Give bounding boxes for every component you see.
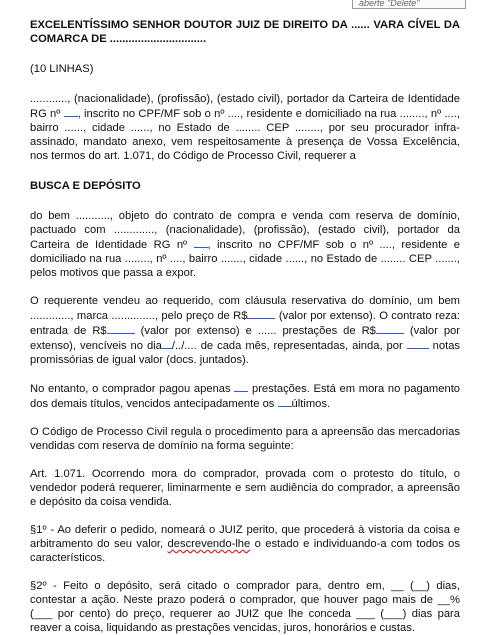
paragraph-default: No entanto, o comprador pagou apenas prestações. Está em mora no pagamento dos demais títulos, vencidos antecipadamente os últimos. <box>30 383 461 410</box>
blank-field[interactable] <box>162 338 172 349</box>
blank-field[interactable] <box>247 308 275 319</box>
tooltip: aberte "Delete" <box>352 0 466 9</box>
blank-field[interactable] <box>278 396 292 407</box>
blank-field[interactable] <box>376 323 404 334</box>
section-title: BUSCA E DEPÓSITO <box>30 180 141 192</box>
paragraph-contract: do bem ..........., objeto do contrato de compra e venda com reserva de domínio, pactuado com ............., (nacionalidade), (profissão), (estado civil), portador da Carteira de Identidade RG nº , inscrito no CPF/MF sob o nº ...., residente e domiciliado na rua ........, nº ...., bairro ......., cidade ......, no Estado de ........ CEP ......., pelos motivos que passa a expor. <box>30 210 461 279</box>
blank-field[interactable] <box>194 237 208 248</box>
document-body <box>30 18 460 635</box>
document-heading: EXCELENTÍSSIMO SENHOR DOUTOR JUIZ DE DIREITO DA ...... VARA CÍVEL DA COMARCA DE ............................... <box>30 19 460 45</box>
paragraph-section-2: §2º - Feito o depósito, será citado o comprador para, dentro em, __ (__) dias, contestar a ação. Neste prazo poderá o comprador, que houver pago mais de __% (___ por cento) do preço, requerer ao JUIZ que lhe conceda ___ (___) dias para reaver a coisa, liquidando as prestações vencidas, juros, honorários e custas. <box>30 580 460 634</box>
lines-note: (10 LINHAS) <box>30 63 94 75</box>
blank-field[interactable] <box>407 338 429 349</box>
paragraph-qualification: ............, (nacionalidade), (profissão), (estado civil), portador da Carteira de Identidade RG nº , inscrito no CPF/MF sob o nº ...., residente e domiciliado na rua ........, nº ...., bairro ......, cidade ......, no Estado de ........ CEP ........, por seu procurador infra-assinado, mandato anexo, vem respeitosamente à presença de Vossa Excelência, nos termos do art. 1.071, do Código de Processo Civil, requerer a <box>30 93 460 162</box>
blank-field[interactable] <box>64 106 78 117</box>
blank-field[interactable] <box>107 323 135 334</box>
paragraph-code-intro: O Código de Processo Civil regula o procedimento para a apreensão das mercadorias vendidas com reserva de domínio na forma seguinte: <box>30 426 460 452</box>
blank-field[interactable] <box>234 381 248 392</box>
paragraph-section-1: §1º - Ao deferir o pedido, nomeará o JUIZ perito, que procederá à vistoria da coisa e arbitramento do seu valor, descrevendo-lhe o estado e individuando-a com todos os característicos. <box>30 524 460 564</box>
paragraph-article: Art. 1.071. Ocorrendo mora do comprador, provada com o protesto do título, o vendedor poderá requerer, liminarmente e sem audiência do comprador, a apreensão e depósito da coisa vendida. <box>30 468 460 508</box>
spellcheck-word[interactable]: descrevendo-lhe <box>167 538 251 550</box>
paragraph-sale: O requerente vendeu ao requerido, com cláusula reservativa do domínio, um bem ............., marca .............., pelo preço de R$ (valor por extenso). O contrato reza: entrada de R$ (valor por extenso) e ...... prestações de R$ (valor por extenso), vencíveis no dia /../.... de cada mês, representadas, ainda, por notas promissórias de igual valor (docs. juntados). <box>30 295 461 366</box>
